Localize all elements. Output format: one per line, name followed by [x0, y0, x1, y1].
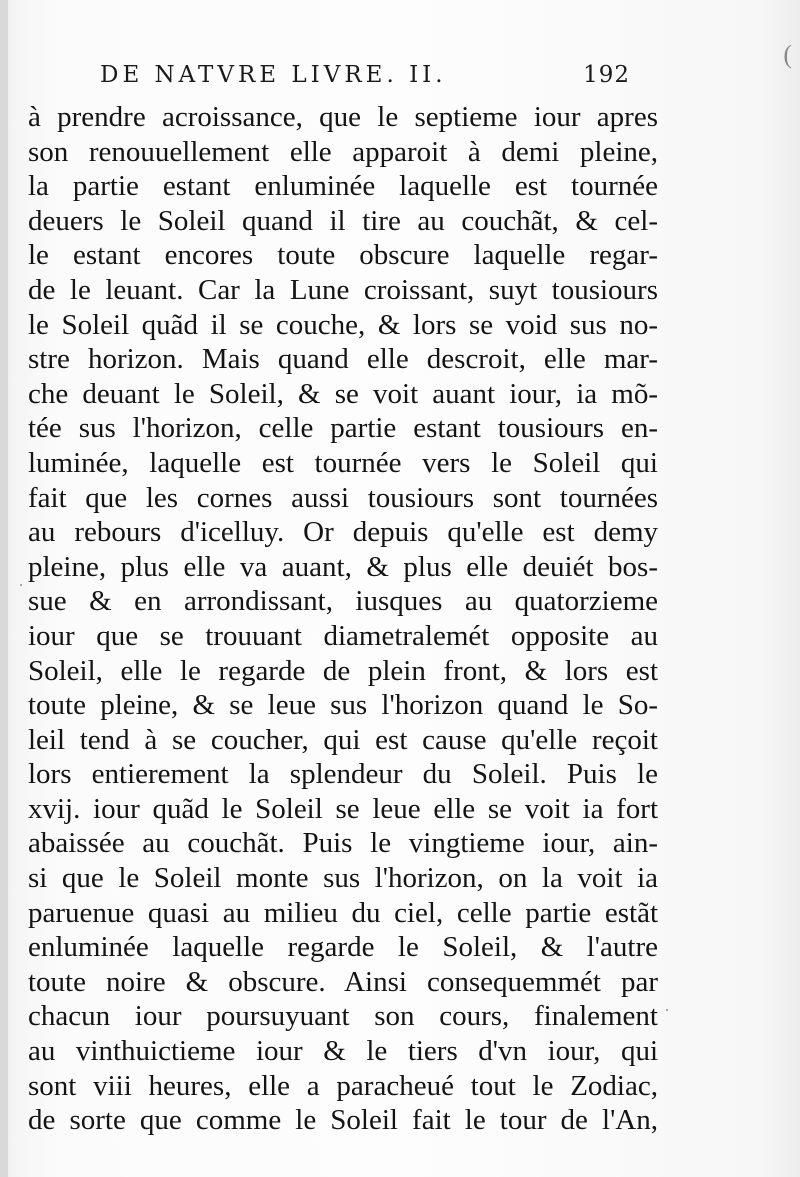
text-line: abaissée au couchãt. Puis le vingtieme iour, ain-	[28, 827, 658, 860]
text-line: fait que les cornes aussi tousiours sont tournées	[28, 481, 658, 514]
text-line: enluminée laquelle regarde le Soleil, & l'autre	[28, 931, 658, 964]
page-number: 192	[583, 62, 630, 88]
text-line: stre horizon. Mais quand elle descroit, elle mar-	[28, 343, 658, 376]
running-head	[100, 62, 640, 98]
text-line: sue & en arrondissant, iusques au quatorzieme	[28, 585, 658, 618]
text-line: son renouuellement elle apparoit à demi pleine,	[28, 135, 658, 168]
text-line: toute pleine, & se leue sus l'horizon quand le So-	[28, 689, 658, 722]
text-line: xvij. iour quãd le Soleil se leue elle se voit ia fort	[28, 792, 658, 825]
running-head-title: DE NATVRE LIVRE. II.	[100, 62, 447, 88]
text-line: leil tend à se coucher, qui est cause qu'elle reçoit	[28, 723, 658, 756]
text-line: le estant encores toute obscure laquelle regar-	[28, 239, 658, 272]
text-line: luminée, laquelle est tournée vers le Soleil qui	[28, 446, 658, 479]
text-line: la partie estant enluminée laquelle est tournée	[28, 170, 658, 203]
text-line: à prendre acroissance, que le septieme iour apres	[28, 101, 658, 133]
text-line: de sorte que comme le Soleil fait le tour de l'An,	[28, 1104, 658, 1137]
margin-speck: ·	[664, 1000, 670, 1020]
text-line: che deuant le Soleil, & se voit auant iour, ia mõ-	[28, 377, 658, 410]
text-line: lors entierement la splendeur du Soleil. Puis le	[28, 758, 658, 791]
page-edge-shadow	[0, 0, 8, 1177]
body-text	[28, 100, 658, 1138]
text-line: si que le Soleil monte sus l'horizon, on la voit ia	[28, 862, 658, 895]
text-line: tée sus l'horizon, celle partie estant tousiours en-	[28, 412, 658, 445]
text-line: toute noire & obscure. Ainsi consequemmét par	[28, 965, 658, 998]
text-line: Soleil, elle le regarde de plein front, & lors est	[28, 654, 658, 687]
text-line: iour que se trouuant diametralemét opposite au	[28, 619, 658, 652]
margin-speck: ·	[18, 575, 24, 595]
text-line: chacun iour poursuyuant son cours, finalement	[28, 1000, 658, 1033]
text-line: le Soleil quãd il se couche, & lors se void sus no-	[28, 308, 658, 341]
text-line: au rebours d'icelluy. Or depuis qu'elle est demy	[28, 516, 658, 549]
text-line: deuers le Soleil quand il tire au couchãt, & cel-	[28, 204, 658, 237]
text-line: paruenue quasi au milieu du ciel, celle partie estãt	[28, 896, 658, 929]
text-line: sont viii heures, elle a paracheué tout le Zodiac,	[28, 1069, 658, 1102]
text-line: au vinthuictieme iour & le tiers d'vn iour, qui	[28, 1035, 658, 1068]
text-line: de le leuant. Car la Lune croissant, suyt tousiours	[28, 273, 658, 306]
text-line: pleine, plus elle va auant, & plus elle deuiét bos-	[28, 550, 658, 583]
margin-mark: (	[783, 40, 792, 69]
